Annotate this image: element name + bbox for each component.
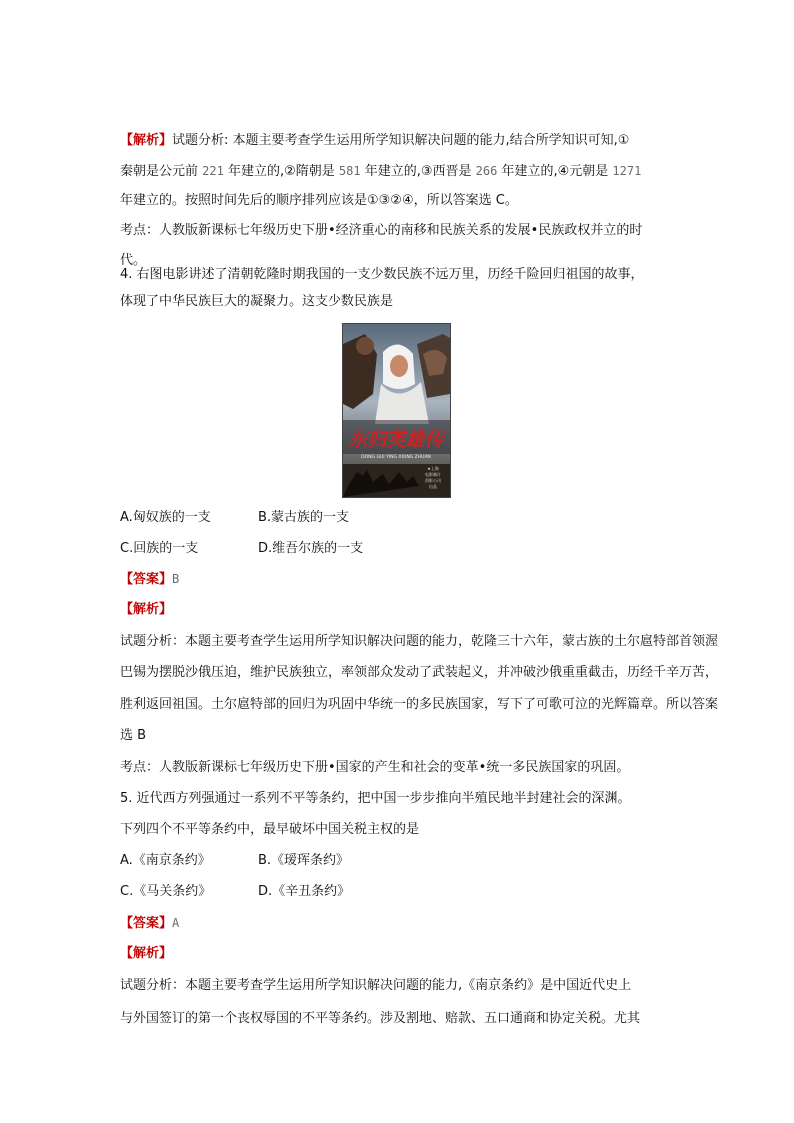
q5-option-a[interactable]: A.《南京条约》 bbox=[120, 853, 211, 868]
q4-stem-line-2: 体现了中华民族巨大的凝聚力。这支少数民族是 bbox=[120, 294, 394, 309]
q5-analysis-label: 【解析】 bbox=[120, 946, 173, 961]
q4-option-a[interactable]: A.匈奴族的一支 bbox=[120, 510, 211, 525]
q4-stem-line-1: 4. 右图电影讲述了清朝乾隆时期我国的一支少数民族不远万里，历经千险回归祖国的故事， bbox=[120, 267, 644, 282]
q5-option-b[interactable]: B.《瑷珲条约》 bbox=[258, 853, 350, 868]
q5-option-c[interactable]: C.《马关条约》 bbox=[120, 884, 212, 899]
svg-text:电影制片: 电影制片 bbox=[425, 472, 441, 477]
poster-title: 东归英雄传 bbox=[348, 429, 444, 451]
q4-kaodian: 考点：人教版新课标七年级历史下册•国家的产生和社会的变革•统一多民族国家的巩固。 bbox=[120, 760, 630, 775]
q3-analysis-line-2: 秦朝是公元前 221 年建立的,②隋朝是 581 年建立的,③西晋是 266 年建立的,④元朝是 1271 bbox=[120, 164, 642, 179]
q5-stem-line-1: 5. 近代西方列强通过一系列不平等条约，把中国一步步推向半殖民地半封建社会的深渊。 bbox=[120, 791, 631, 806]
q3-analysis-line-3: 年建立的。按照时间先后的顺序排列应该是①③②④，所以答案选 C。 bbox=[120, 193, 518, 208]
svg-text:西影公司: 西影公司 bbox=[425, 478, 441, 483]
poster-pinyin: DONG GUI YING XIONG ZHUAN bbox=[361, 455, 431, 460]
q5-answer-line bbox=[120, 914, 179, 932]
q5-analysis-line-2: 与外国签订的第一个丧权辱国的不平等条约。涉及割地、赔款、五口通商和协定关税。尤其 bbox=[120, 1011, 641, 1026]
svg-text:★上海: ★上海 bbox=[427, 466, 439, 471]
answer-label: 【答案】 bbox=[120, 916, 173, 931]
movie-poster-image bbox=[342, 323, 451, 498]
q3-kaodian-line-1: 考点：人教版新课标七年级历史下册•经济重心的南移和民族关系的发展•民族政权并立的时 bbox=[120, 223, 643, 238]
analysis-label: 【解析】 bbox=[120, 133, 173, 148]
q3-analysis-line-1: 【解析】试题分析: 本题主要考查学生运用所学知识解决问题的能力,结合所学知识可知,① bbox=[120, 133, 630, 148]
q4-analysis-line-4: 选 B bbox=[120, 728, 147, 743]
q4-answer-line bbox=[120, 570, 179, 588]
q4-analysis-line-2: 巴锡为摆脱沙俄压迫，维护民族独立，率领部众发动了武装起义，并冲破沙俄重重截击，历经千辛万苦， bbox=[120, 665, 719, 680]
svg-text:出品: 出品 bbox=[429, 484, 437, 489]
q4-option-b[interactable]: B.蒙古族的一支 bbox=[258, 510, 350, 525]
poster-illustration bbox=[343, 324, 450, 497]
answer-label: 【答案】 bbox=[120, 572, 173, 587]
q5-stem-line-2: 下列四个不平等条约中，最早破坏中国关税主权的是 bbox=[120, 822, 420, 837]
q3-kaodian-line-2: 代。 bbox=[120, 253, 147, 268]
q5-option-d[interactable]: D.《辛丑条约》 bbox=[258, 884, 351, 899]
q4-answer: B bbox=[172, 572, 180, 586]
q4-analysis-label: 【解析】 bbox=[120, 602, 173, 617]
q4-analysis-line-3: 胜利返回祖国。土尔扈特部的回归为巩固中华统一的多民族国家，写下了可歌可泣的光辉篇章。所以答案 bbox=[120, 697, 719, 712]
q4-analysis-line-1: 试题分析：本题主要考查学生运用所学知识解决问题的能力，乾隆三十六年，蒙古族的土尔扈特部首领渥 bbox=[120, 634, 719, 649]
q5-answer: A bbox=[172, 916, 180, 930]
q4-option-c[interactable]: C.回族的一支 bbox=[120, 541, 199, 556]
q5-analysis-line-1: 试题分析：本题主要考查学生运用所学知识解决问题的能力,《南京条约》是中国近代史上 bbox=[120, 978, 632, 993]
q4-option-d[interactable]: D.维吾尔族的一支 bbox=[258, 541, 364, 556]
